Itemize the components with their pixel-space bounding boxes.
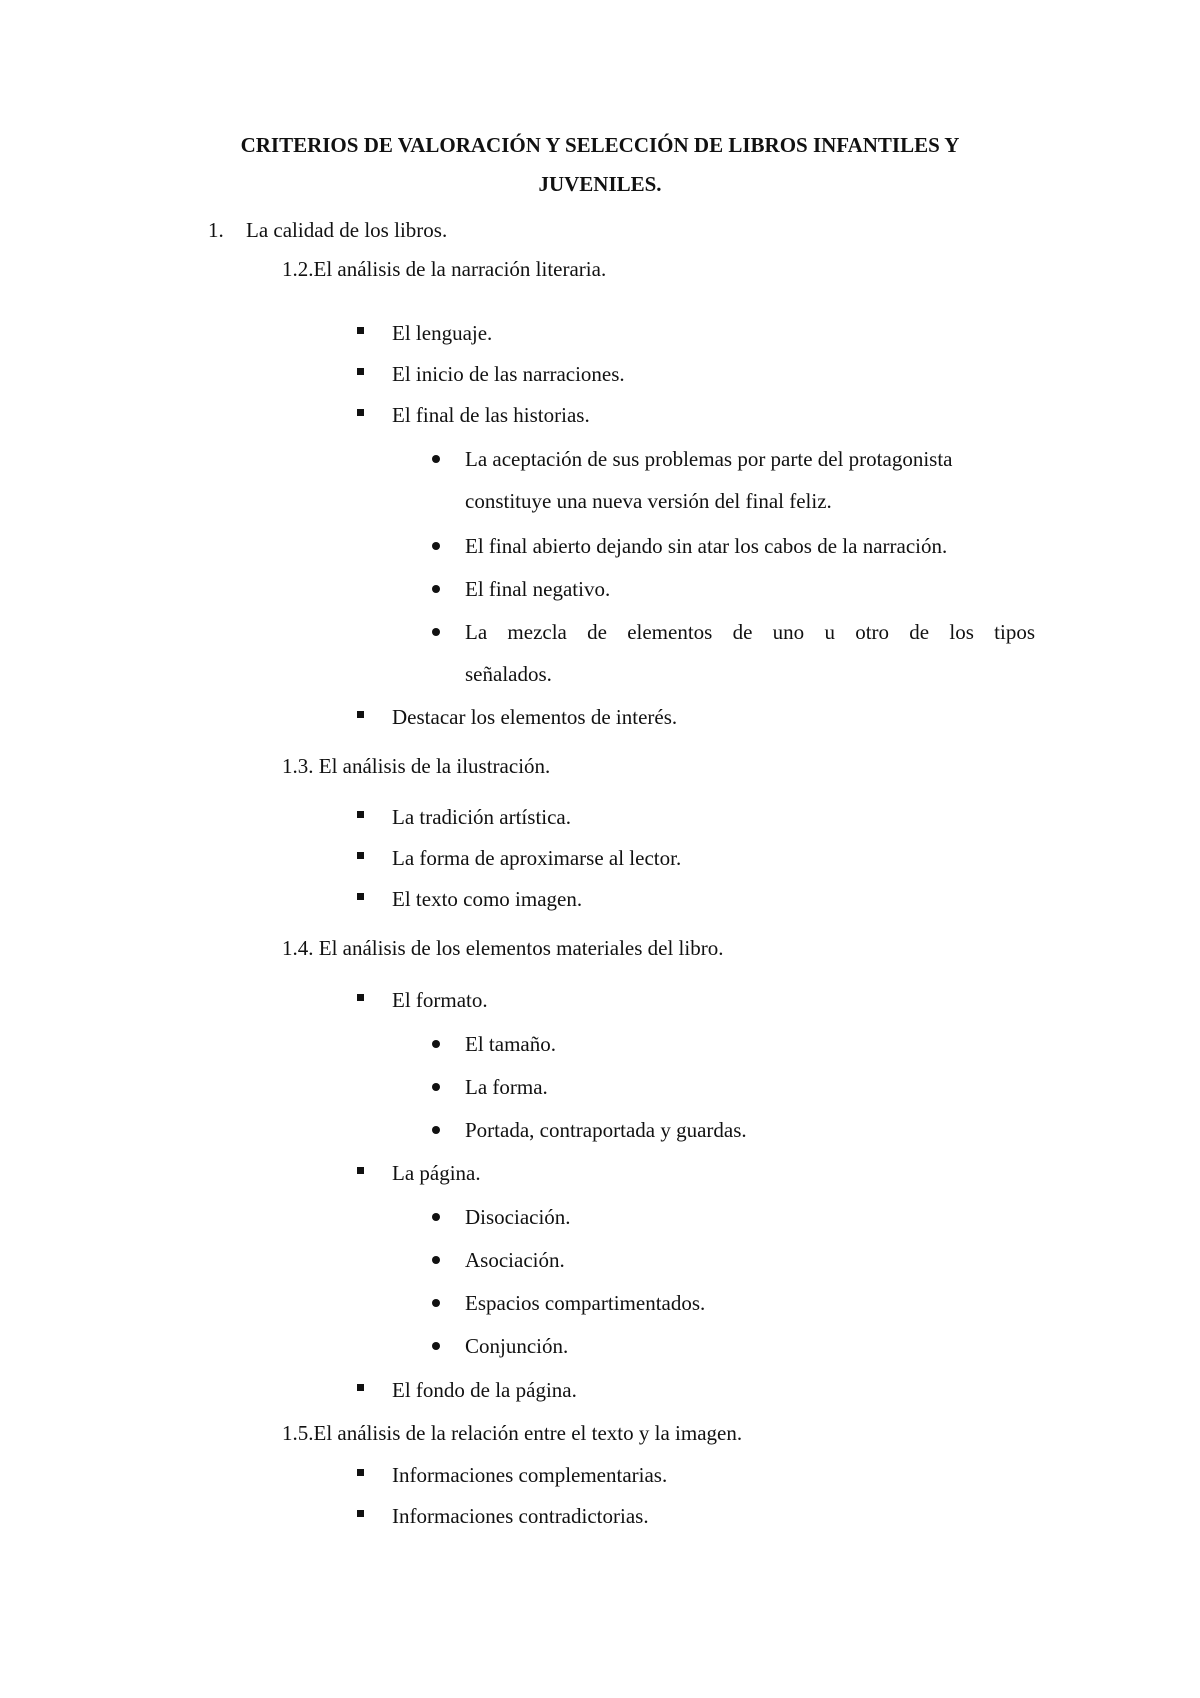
list-item-continuation: señalados. — [465, 662, 552, 686]
list-item: La aceptación de sus problemas por parte del protagonista — [465, 447, 953, 471]
round-bullet-icon — [432, 1256, 440, 1264]
list-item: Disociación. — [465, 1205, 571, 1229]
round-bullet-icon — [432, 1342, 440, 1350]
round-bullet-icon — [432, 1083, 440, 1091]
round-bullet-icon — [432, 585, 440, 593]
list-item: La forma de aproximarse al lector. — [392, 846, 682, 870]
square-bullet-icon — [357, 711, 364, 718]
section-1-4-heading: 1.4. El análisis de los elementos materiales del libro. — [282, 936, 724, 960]
list-item: El fondo de la página. — [392, 1378, 577, 1402]
section-1-5-heading: 1.5.El análisis de la relación entre el texto y la imagen. — [282, 1421, 743, 1445]
list-item: Conjunción. — [465, 1334, 569, 1358]
list-item: La página. — [392, 1161, 481, 1185]
list-item: El final de las historias. — [392, 403, 590, 427]
square-bullet-icon — [357, 994, 364, 1001]
round-bullet-icon — [432, 628, 440, 636]
round-bullet-icon — [432, 542, 440, 550]
list-item-continuation: constituye una nueva versión del final feliz. — [465, 489, 832, 513]
square-bullet-icon — [357, 893, 364, 900]
square-bullet-icon — [357, 368, 364, 375]
list-item: Informaciones complementarias. — [392, 1463, 668, 1487]
list-item: Espacios compartimentados. — [465, 1291, 706, 1315]
round-bullet-icon — [432, 1299, 440, 1307]
list-item: El final abierto dejando sin atar los cabos de la narración. — [465, 534, 948, 558]
square-bullet-icon — [357, 409, 364, 416]
list-item: El final negativo. — [465, 577, 611, 601]
document-title-line-2: JUVENILES. — [538, 172, 662, 196]
list-item: Destacar los elementos de interés. — [392, 705, 678, 729]
round-bullet-icon — [432, 455, 440, 463]
section-1-number: 1. — [208, 218, 224, 242]
round-bullet-icon — [432, 1126, 440, 1134]
square-bullet-icon — [357, 1384, 364, 1391]
list-item: Informaciones contradictorias. — [392, 1504, 649, 1528]
square-bullet-icon — [357, 811, 364, 818]
list-item: El tamaño. — [465, 1032, 556, 1056]
section-1-text: La calidad de los libros. — [246, 218, 448, 242]
list-item: El lenguaje. — [392, 321, 493, 345]
square-bullet-icon — [357, 1167, 364, 1174]
section-1-3-heading: 1.3. El análisis de la ilustración. — [282, 754, 551, 778]
square-bullet-icon — [357, 852, 364, 859]
round-bullet-icon — [432, 1213, 440, 1221]
round-bullet-icon — [432, 1040, 440, 1048]
list-item: Portada, contraportada y guardas. — [465, 1118, 747, 1142]
square-bullet-icon — [357, 1510, 364, 1517]
list-item: La mezcla de elementos de uno u otro de los tipos — [465, 620, 1035, 644]
list-item: La forma. — [465, 1075, 548, 1099]
square-bullet-icon — [357, 327, 364, 334]
list-item: El formato. — [392, 988, 488, 1012]
list-item: Asociación. — [465, 1248, 565, 1272]
document-title-line-1: CRITERIOS DE VALORACIÓN Y SELECCIÓN DE LIBROS INFANTILES Y — [240, 133, 960, 157]
list-item: El inicio de las narraciones. — [392, 362, 625, 386]
list-item: El texto como imagen. — [392, 887, 583, 911]
section-1-2-heading: 1.2.El análisis de la narración literaria. — [282, 257, 607, 281]
square-bullet-icon — [357, 1469, 364, 1476]
list-item: La tradición artística. — [392, 805, 572, 829]
